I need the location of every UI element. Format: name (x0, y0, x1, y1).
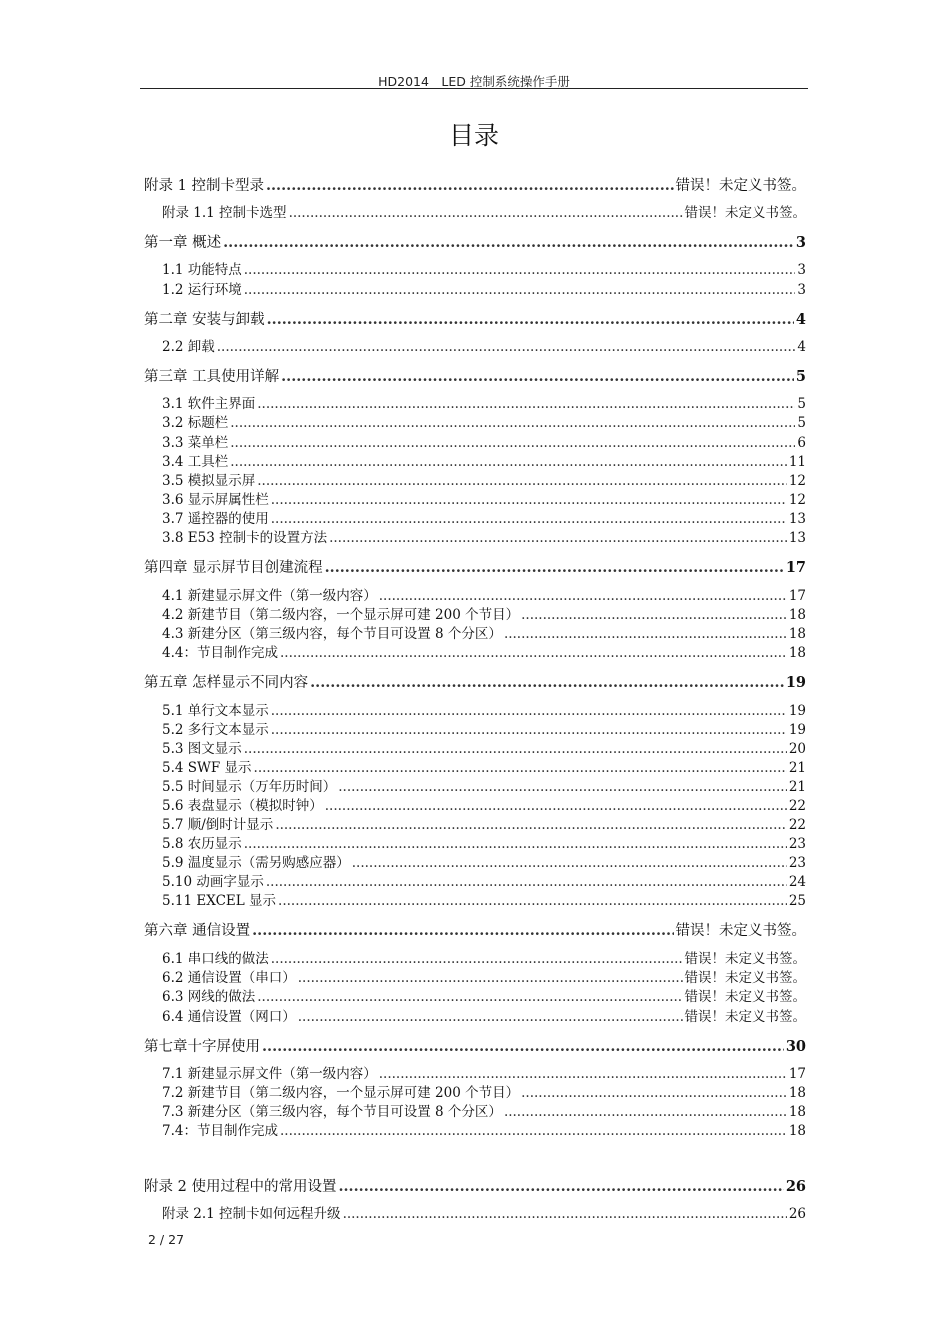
toc-chapter-link[interactable] (144, 233, 806, 252)
toc-section-link[interactable] (162, 873, 806, 892)
toc-page-number: 13 (788, 511, 806, 527)
toc-dot-leader (252, 921, 673, 940)
toc-entry-title: 6.4 通信设置（网口） (162, 1009, 296, 1025)
toc-entry-title: 5.1 单行文本显示 (162, 703, 269, 719)
toc-dot-leader (343, 1205, 787, 1224)
toc-dot-leader (275, 816, 787, 835)
toc-entry-title: 3.1 软件主界面 (162, 396, 256, 412)
toc-dot-leader (254, 759, 787, 778)
toc-dot-leader (230, 434, 795, 453)
toc-section-link[interactable] (162, 625, 806, 644)
toc-entry-title: 5.5 时间显示（万年历时间） (162, 779, 337, 795)
toc-page-number: 3 (797, 282, 806, 298)
toc-page-number: 4 (797, 339, 806, 355)
toc-dot-leader (244, 261, 796, 280)
toc-entry-title: 3.3 菜单栏 (162, 435, 229, 451)
toc-page-number: 3 (795, 234, 806, 251)
toc-entry-title: 附录 1.1 控制卡选型 (162, 205, 287, 221)
toc-entry-title: 4.1 新建显示屏文件（第一级内容） (162, 588, 377, 604)
toc-page-number: 21 (788, 779, 806, 795)
toc-dot-leader (244, 281, 796, 300)
toc-dot-leader (298, 969, 683, 988)
toc-page-number: 错误！未定义书签。 (684, 989, 806, 1005)
toc-page-number: 3 (797, 262, 806, 278)
toc-chapter-link[interactable] (144, 310, 806, 329)
toc-chapter-link[interactable] (144, 1177, 806, 1196)
toc-dot-leader (379, 1065, 787, 1084)
toc-page-number: 错误！未定义书签。 (684, 205, 806, 221)
toc-entry-title: 4.4：节目制作完成 (162, 645, 278, 661)
running-header: HD2014 LED 控制系统操作手册 (378, 74, 570, 89)
toc-page-number: 5 (797, 396, 806, 412)
toc-entry-title: 7.2 新建节目（第二级内容，一个显示屏可建 200 个节目） (162, 1085, 520, 1101)
toc-entry-title: 第五章 怎样显示不同内容 (144, 675, 309, 691)
toc-dot-leader (244, 835, 787, 854)
toc-entry-title: 6.1 串口线的做法 (162, 951, 269, 967)
toc-dot-leader (271, 510, 787, 529)
toc-dot-leader (271, 950, 683, 969)
toc-section-link[interactable] (162, 414, 806, 433)
toc-section-link[interactable] (162, 1103, 806, 1122)
toc-dot-leader (266, 176, 674, 195)
toc-entry-title: 第三章 工具使用详解 (144, 369, 280, 385)
toc-page-number: 5 (795, 368, 806, 385)
toc-chapter-link[interactable] (144, 558, 806, 577)
toc-entry-title: 7.1 新建显示屏文件（第一级内容） (162, 1066, 377, 1082)
toc-section-link[interactable] (162, 1065, 806, 1084)
toc-dot-leader (281, 367, 794, 386)
toc-section-link[interactable] (162, 778, 806, 797)
toc-section-link[interactable] (162, 1122, 806, 1141)
toc-page-number: 30 (785, 1038, 806, 1055)
toc-dot-leader (244, 740, 787, 759)
toc-dot-leader (310, 673, 784, 692)
toc-dot-leader (504, 1103, 787, 1122)
toc-entry-title: 5.6 表盘显示（模拟时钟） (162, 798, 323, 814)
toc-entry-title: 附录 2.1 控制卡如何远程升级 (162, 1206, 341, 1222)
toc-dot-leader (257, 988, 682, 1007)
toc-page-number: 21 (788, 760, 806, 776)
toc-dot-leader (271, 491, 787, 510)
toc-dot-leader (217, 338, 796, 357)
toc-section-link[interactable] (162, 281, 806, 300)
toc-page-number: 18 (788, 626, 806, 642)
toc-dot-leader (329, 529, 787, 548)
toc-section-link[interactable] (162, 261, 806, 280)
toc-entry-title: 3.4 工具栏 (162, 454, 229, 470)
toc-page-number: 26 (788, 1206, 806, 1222)
toc-dot-leader (521, 1084, 787, 1103)
toc-entry-title: 5.10 动画字显示 (162, 874, 264, 890)
toc-dot-leader (262, 1037, 784, 1056)
toc-page-number: 错误！未定义书签。 (684, 970, 806, 986)
toc-page-number: 13 (788, 530, 806, 546)
toc-section-link[interactable] (162, 529, 806, 548)
toc-page-number: 18 (788, 1104, 806, 1120)
toc-entry-title: 5.2 多行文本显示 (162, 722, 269, 738)
toc-entry-title: 附录 2 使用过程中的常用设置 (144, 1179, 337, 1195)
toc-entry-title: 6.3 网线的做法 (162, 989, 256, 1005)
toc-dot-leader (257, 395, 795, 414)
toc-page-number: 22 (788, 817, 806, 833)
toc-entry-title: 7.3 新建分区（第三级内容，每个节目可设置 8 个分区） (162, 1104, 502, 1120)
toc-section-link[interactable] (162, 797, 806, 816)
toc-dot-leader (289, 204, 683, 223)
toc-page-number: 19 (788, 722, 806, 738)
toc-dot-leader (298, 1008, 683, 1027)
toc-entry-title: 2.2 卸载 (162, 339, 215, 355)
toc-section-link[interactable] (162, 587, 806, 606)
toc-dot-leader (223, 233, 794, 252)
toc-page-number: 18 (788, 607, 806, 623)
toc-section-link[interactable] (162, 702, 806, 721)
toc-section-link[interactable] (162, 606, 806, 625)
toc-entry-title: 第一章 概述 (144, 235, 222, 251)
toc-page-number: 18 (788, 645, 806, 661)
toc-page-number: 25 (788, 893, 806, 909)
toc-page-number: 错误！未定义书签。 (684, 951, 806, 967)
toc-section-link[interactable] (162, 1205, 806, 1224)
toc-dot-leader (325, 558, 784, 577)
toc-page-number: 11 (788, 454, 806, 470)
toc-dot-leader (267, 310, 794, 329)
toc-page-number: 23 (788, 836, 806, 852)
toc-entry-title: 3.8 E53 控制卡的设置方法 (162, 530, 328, 546)
toc-dot-leader (379, 587, 787, 606)
toc-page-number: 19 (785, 674, 806, 691)
toc-page-number: 4 (795, 311, 806, 328)
toc-section-link[interactable] (162, 988, 806, 1007)
toc-dot-leader (504, 625, 787, 644)
toc-section-link[interactable] (162, 510, 806, 529)
toc-dot-leader (325, 797, 787, 816)
toc-entry-title: 1.1 功能特点 (162, 262, 242, 278)
toc-section-link[interactable] (162, 338, 806, 357)
toc-entry-title: 3.2 标题栏 (162, 415, 229, 431)
toc-page-number: 23 (788, 855, 806, 871)
toc-section-link[interactable] (162, 721, 806, 740)
toc-section-link[interactable] (162, 950, 806, 969)
toc-page-number: 19 (788, 703, 806, 719)
toc-section-link[interactable] (162, 395, 806, 414)
toc-entry-title: 第七章十字屏使用 (144, 1039, 260, 1055)
toc-page-number: 17 (788, 1066, 806, 1082)
toc-page-number: 错误！未定义书签。 (684, 1009, 806, 1025)
toc-entry-title: 5.7 顺/倒时计显示 (162, 817, 274, 833)
toc-section-link[interactable] (162, 204, 806, 223)
toc-dot-leader (338, 1177, 783, 1196)
toc-page-number: 5 (797, 415, 806, 431)
toc-section-link[interactable] (162, 892, 806, 911)
toc-page-number: 错误！未定义书签。 (675, 923, 806, 939)
toc-chapter-link[interactable] (144, 1037, 806, 1056)
toc-entry-title: 7.4：节目制作完成 (162, 1123, 278, 1139)
toc-chapter-link[interactable] (144, 367, 806, 386)
toc-dot-leader (521, 606, 787, 625)
toc-entry-title: 3.6 显示屏属性栏 (162, 492, 269, 508)
toc-dot-leader (280, 644, 787, 663)
toc-section-link[interactable] (162, 472, 806, 491)
toc-entry-title: 4.2 新建节目（第二级内容，一个显示屏可建 200 个节目） (162, 607, 520, 623)
toc-entry-title: 5.8 农历显示 (162, 836, 242, 852)
toc-page-number: 17 (785, 559, 806, 576)
toc-entry-title: 附录 1 控制卡型录 (144, 178, 264, 194)
toc-chapter-link[interactable] (144, 176, 806, 195)
toc-entry-title: 第二章 安装与卸载 (144, 312, 265, 328)
toc-dot-leader (271, 702, 787, 721)
toc-section-link[interactable] (162, 759, 806, 778)
toc-section-link[interactable] (162, 1084, 806, 1103)
toc-page-number: 17 (788, 588, 806, 604)
toc-dot-leader (352, 854, 787, 873)
toc-dot-leader (230, 414, 795, 433)
toc-entry-title: 第四章 显示屏节目创建流程 (144, 560, 323, 576)
toc-section-link[interactable] (162, 740, 806, 759)
page-title: 目录 (448, 121, 499, 150)
toc-chapter-link[interactable] (144, 921, 806, 940)
toc-page-number: 12 (788, 473, 806, 489)
toc-section-link[interactable] (162, 453, 806, 472)
toc-entry-title: 4.3 新建分区（第三级内容，每个节目可设置 8 个分区） (162, 626, 502, 642)
toc-dot-leader (230, 453, 787, 472)
toc-section-link[interactable] (162, 969, 806, 988)
toc-page-number: 18 (788, 1123, 806, 1139)
toc-section-link[interactable] (162, 854, 806, 873)
toc-dot-leader (338, 778, 787, 797)
toc-entry-title: 5.3 图文显示 (162, 741, 242, 757)
toc-section-link[interactable] (162, 644, 806, 663)
toc-dot-leader (266, 873, 787, 892)
toc-section-link[interactable] (162, 434, 806, 453)
toc-page-number: 6 (797, 435, 806, 451)
toc-dot-leader (280, 1122, 787, 1141)
toc-section-link[interactable] (162, 491, 806, 510)
toc-dot-leader (271, 721, 787, 740)
toc-section-link[interactable] (162, 1008, 806, 1027)
toc-entry-title: 3.7 遥控器的使用 (162, 511, 269, 527)
toc-page-number: 24 (788, 874, 806, 890)
toc-section-link[interactable] (162, 835, 806, 854)
toc-entry-title: 第六章 通信设置 (144, 923, 251, 939)
header-rule (140, 88, 808, 89)
toc-dot-leader (257, 472, 787, 491)
toc-page-number: 26 (785, 1178, 806, 1195)
toc-entry-title: 1.2 运行环境 (162, 282, 242, 298)
toc-page-number: 12 (788, 492, 806, 508)
toc-entry-title: 3.5 模拟显示屏 (162, 473, 256, 489)
toc-entry-title: 5.9 温度显示（需另购感应器） (162, 855, 350, 871)
toc-page-number: 22 (788, 798, 806, 814)
page-number: 2 / 27 (148, 1232, 185, 1247)
toc-entry-title: 5.4 SWF 显示 (162, 760, 252, 776)
toc-entry-title: 5.11 EXCEL 显示 (162, 893, 277, 909)
toc-dot-leader (278, 892, 787, 911)
toc-page-number: 错误！未定义书签。 (675, 178, 806, 194)
toc-page-number: 20 (788, 741, 806, 757)
toc-entry-title: 6.2 通信设置（串口） (162, 970, 296, 986)
toc-section-link[interactable] (162, 816, 806, 835)
toc-page-number: 18 (788, 1085, 806, 1101)
toc-chapter-link[interactable] (144, 673, 806, 692)
